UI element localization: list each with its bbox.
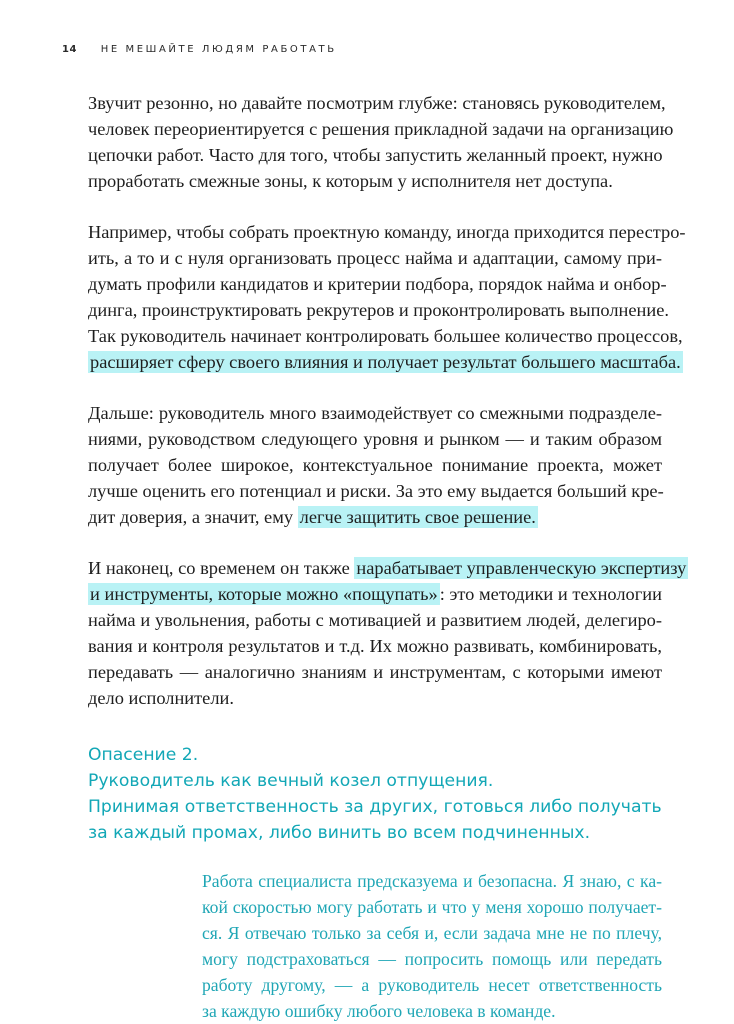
text-line: Например, чтобы собрать проектную команду, иногда приходится перестро- [88,222,686,242]
running-title: НЕ МЕШАЙТЕ ЛЮДЯМ РАБОТАТЬ [100,44,337,55]
quote-line: ся. Я отвечаю только за себя и, если задача мне не по плечу, [202,923,662,943]
text-line: динга, проинструктировать рекрутеров и проконтролировать выполнение. [88,300,669,320]
quote-line: работу другому, — а руководитель несет ответственность [202,975,662,995]
text-line [88,581,662,607]
text-line: дело исполнители. [88,688,234,708]
text-line: лучше оценить его потенциал и риски. За это ему выдается больший кре- [88,481,664,501]
text-line: ить, а то и с нуля организовать процесс найма и адаптации, самому при- [88,248,662,268]
highlighted-text: нарабатывает управленческую экспертизу [356,558,687,578]
heading-line: Руководитель как вечный козел отпущения. [88,771,494,791]
text-line: ниями, руководством следующего уровня и рынком — и таким образом [88,429,662,449]
paragraph-1 [88,90,674,194]
text-line: вания и контроля результатов и т.д. Их можно развивать, комбинировать, [88,636,662,656]
heading-line: Опасение 2. [88,745,199,765]
text-line: получает более широкое, контекстуальное понимание проекта, может [88,455,662,475]
text-line: Так руководитель начинает контролировать большее количество процессов, [88,326,683,346]
page-body [88,90,687,1024]
running-head [62,44,337,55]
paragraph-4 [88,555,687,711]
text-line: Звучит резонно, но давайте посмотрим глубже: становясь руководителем, [88,93,666,113]
text-line: передавать — аналогично знаниям и инструментам, с которыми имеют [88,662,662,682]
heading-line: Принимая ответственность за других, готовься либо получать [88,797,662,817]
page-number: 14 [62,44,77,55]
text-line [88,349,681,375]
text-line: Дальше: руководитель много взаимодействует со смежными подразделе- [88,403,662,423]
section-heading [88,742,662,846]
text-line: проработать смежные зоны, к которым у исполнителя нет доступа. [88,171,613,191]
quote-line: могу подстраховаться — попросить помощь или передать [202,949,662,969]
paragraph-3 [88,400,662,530]
text-segment: дит доверия, а значит, ему [88,507,298,527]
text-line [88,555,687,581]
quote-line: кой скоростью могу работать и что у меня хорошо получает- [202,897,662,917]
highlighted-text: и инструменты, которые можно «пощупать» [90,584,438,604]
text-line: найма и увольнения, работы с мотивацией и развитием людей, делегиро- [88,610,662,630]
text-segment: : это методики и технологии [439,584,662,604]
text-line: цепочки работ. Часто для того, чтобы запустить желанный проект, нужно [88,145,663,165]
paragraph-2 [88,219,686,375]
quote-line: Работа специалиста предсказуема и безопасна. Я знаю, с ка- [202,871,662,891]
highlighted-text: расширяет сферу своего влияния и получает результат большего масштаба. [90,352,681,372]
quote-line: за каждую ошибку любого человека в команде. [202,1001,556,1021]
text-line: думать профили кандидатов и критерии подбора, порядок найма и онбор- [88,274,667,294]
heading-line: за каждый промах, либо винить во всем подчиненных. [88,823,591,843]
text-line [88,504,662,530]
text-line: человек переориентируется с решения прикладной задачи на организацию [88,119,674,139]
quote-block [202,868,662,1024]
highlighted-text: легче защитить свое решение. [299,507,536,527]
text-segment: И наконец, со временем он также [88,558,355,578]
